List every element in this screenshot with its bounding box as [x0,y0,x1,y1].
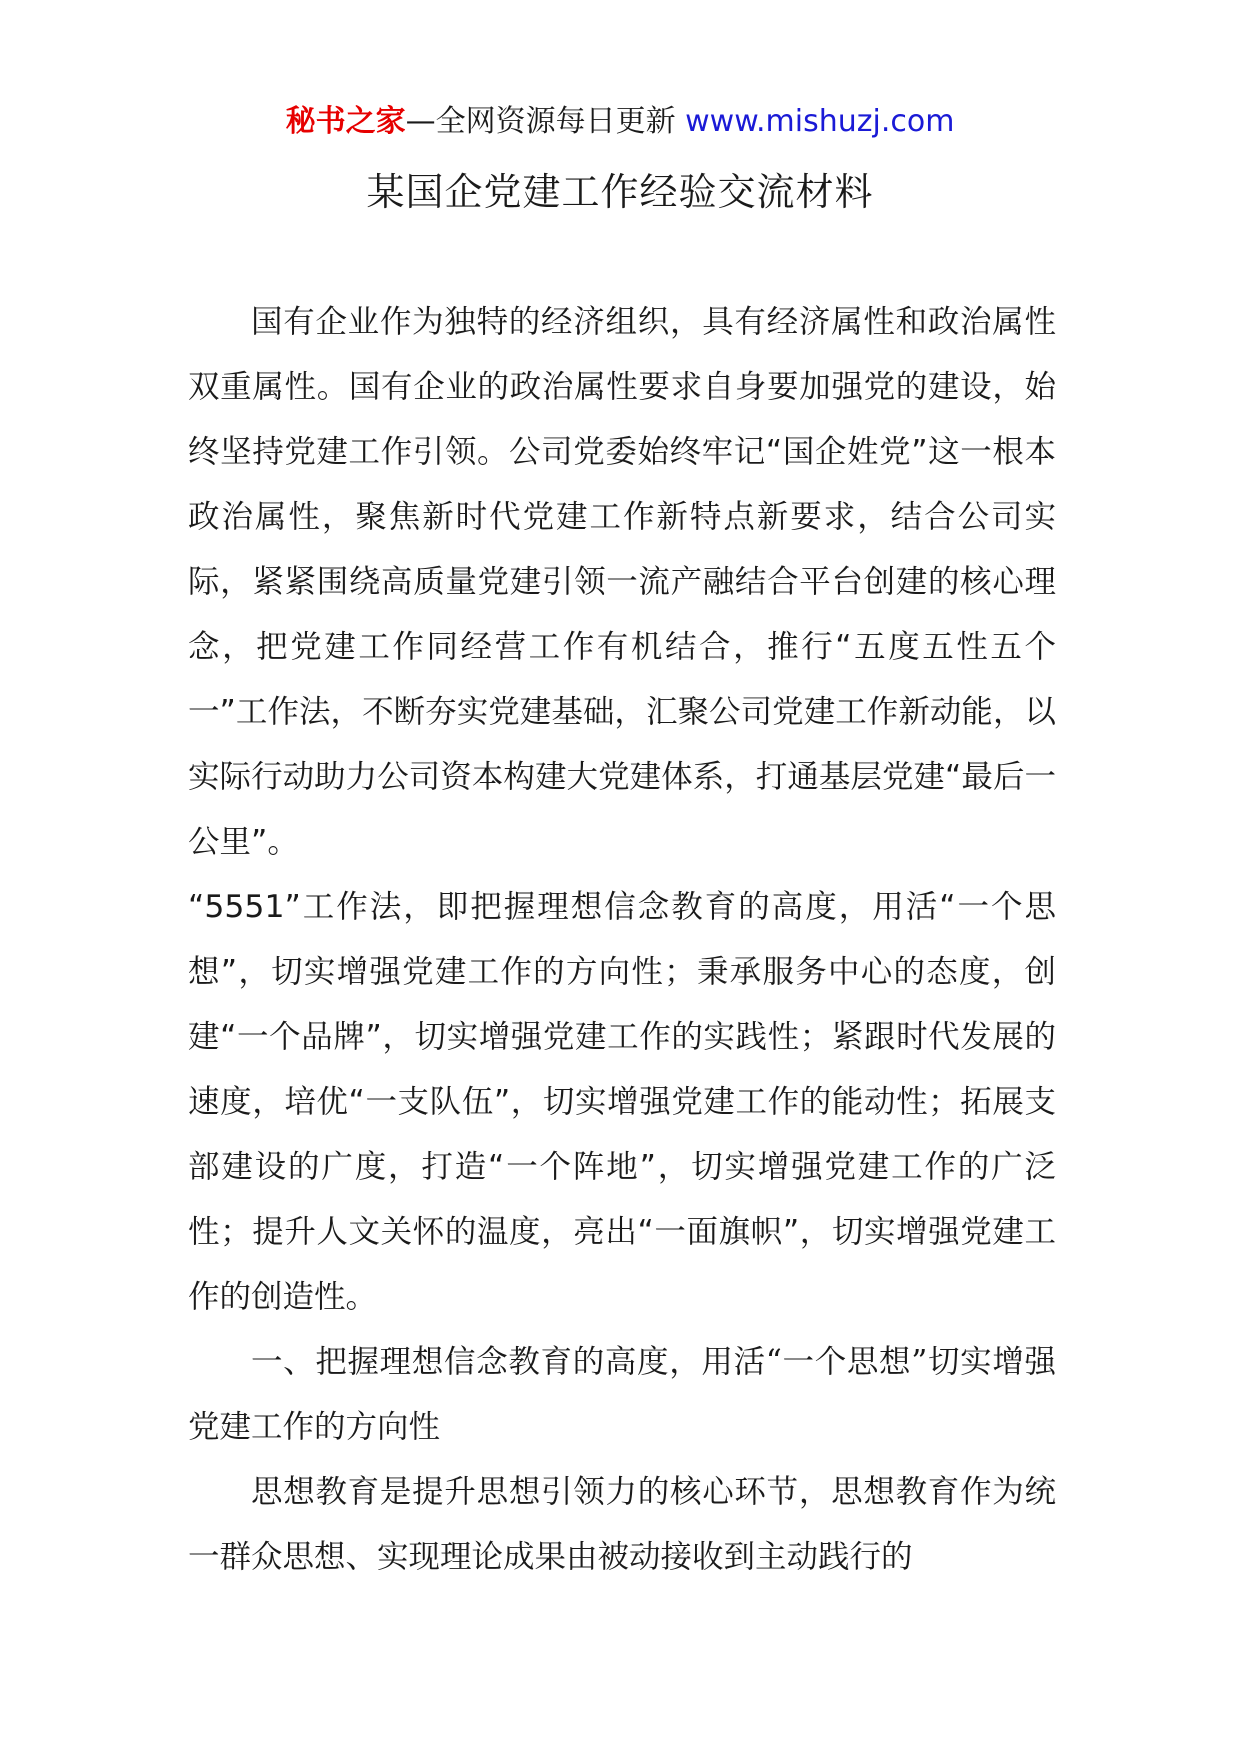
paragraph-section-1: 思想教育是提升思想引领力的核心环节，思想教育作为统一群众思想、实现理论成果由被动接收到主动践行的 [188,1474,1056,1575]
document-body [188,290,1056,1590]
header-tagline: —全网资源每日更新 [405,104,686,139]
section-heading-1: 一、把握理想信念教育的高度，用活“一个思想”切实增强党建工作的方向性 [188,1344,1056,1445]
paragraph-method: “5551”工作法，即把握理想信念教育的高度，用活“一个思想”，切实增强党建工作的方向性；秉承服务中心的态度，创建“一个品牌”，切实增强党建工作的实践性；紧跟时代发展的速度，培优“一支队伍”，切实增强党建工作的能动性；拓展支部建设的广度，打造“一个阵地”，切实增强党建工作的广泛性；提升人文关怀的温度，亮出“一面旗帜”，切实增强党建工作的创造性。 [188,889,1056,1315]
site-header [0,100,1240,144]
header-url-link[interactable]: www.mishuzj.com [685,104,955,139]
paragraph-intro: 国有企业作为独特的经济组织，具有经济属性和政治属性双重属性。国有企业的政治属性要求自身要加强党的建设，始终坚持党建工作引领。公司党委始终牢记“国企姓党”这一根本政治属性，聚焦新时代党建工作新特点新要求，结合公司实际，紧紧围绕高质量党建引领一流产融结合平台创建的核心理念，把党建工作同经营工作有机结合，推行“五度五性五个一”工作法，不断夯实党建基础，汇聚公司党建工作新动能，以实际行动助力公司资本构建大党建体系，打通基层党建“最后一公里”。 [188,304,1056,860]
header-brand: 秘书之家 [285,104,406,139]
document-title: 某国企党建工作经验交流材料 [366,170,874,214]
